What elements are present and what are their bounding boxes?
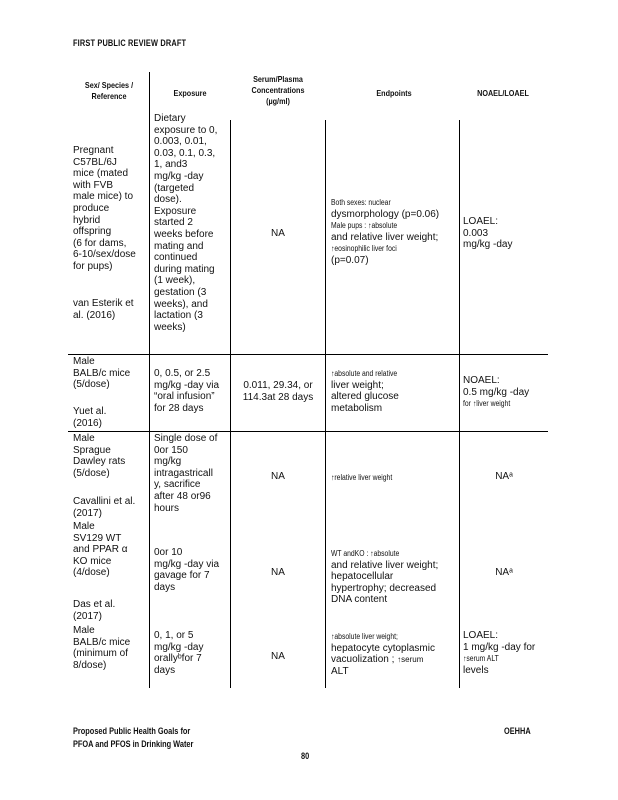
- row1-noael: LOAEL: 0.003 mg/kg -day: [463, 216, 513, 251]
- row3-reference: Cavallini et al. (2017): [73, 496, 136, 519]
- row1-species: Pregnant C57BL/6J mice (mated with FVB male mice) to produce hybrid offspring (6 for dams, 6-10/sex/dose for pups): [73, 145, 136, 272]
- row-rule-1: [68, 354, 548, 355]
- col-header-noael: NOAEL/LOAEL: [477, 88, 529, 98]
- row5-serum: NA: [271, 651, 285, 662]
- row1-endpoints: Both sexes: nuclear dysmorphology (p=0.06) Male pups : ↑absolute and relative liver weight; ↑eosinophilic liver foci (p=0.07): [331, 198, 440, 266]
- row1-exposure: Dietary exposure to 0, 0.003, 0.01, 0.03, 0.1, 0.3, 1, and3 mg/kg -day (targeted dose). Exposure started 2 weeks before mating and continued during mating (1 week), gestation (3 weeks), and lactation (3 weeks): [154, 113, 218, 333]
- footer-agency: OEHHA: [504, 726, 531, 736]
- col-header-endpoints: Endpoints: [376, 88, 412, 98]
- row2-species: Male BALB/c mice (5/dose): [73, 356, 131, 391]
- row4-exposure: 0or 10 mg/kg -day via gavage for 7 days: [154, 547, 220, 593]
- column-rule-2: [230, 120, 231, 688]
- row1-reference: van Esterik et al. (2016): [73, 298, 134, 321]
- column-rule-1: [149, 72, 150, 688]
- row3-serum: NA: [271, 471, 285, 482]
- row2-serum: 0.011, 29.34, or 114.3at 28 days: [242, 380, 314, 403]
- row5-species: Male BALB/c mice (minimum of 8/dose): [73, 625, 131, 671]
- row5-endpoints: ↑absolute liver weight; hepatocyte cytoplasmic vacuolization ; ↑serum ALT: [331, 632, 435, 677]
- footer-title: Proposed Public Health Goals for PFOA and PFOS in Drinking Water: [73, 726, 194, 749]
- row3-exposure: Single dose of 0or 150 mg/kg intragastricall y, sacrifice after 48 or96 hours: [154, 433, 218, 514]
- row4-reference: Das et al. (2017): [73, 599, 116, 622]
- row2-reference: Yuet al. (2016): [73, 406, 107, 429]
- row5-exposure: 0, 1, or 5 mg/kg -day orallyᵇfor 7 days: [154, 630, 204, 676]
- row5-noael: LOAEL: 1 mg/kg -day for ↑serum ALT levels: [463, 630, 536, 676]
- row4-noael: NAᵃ: [495, 567, 513, 578]
- column-rule-4: [459, 120, 460, 688]
- row2-endpoints: ↑absolute and relative liver weight; altered glucose metabolism: [331, 369, 399, 414]
- row2-noael: NOAEL: 0.5 mg/kg -day for ↑liver weight: [463, 375, 530, 409]
- row1-serum: NA: [271, 228, 285, 239]
- row4-serum: NA: [271, 567, 285, 578]
- row3-noael: NAᵃ: [495, 471, 513, 482]
- row2-exposure: 0, 0.5, or 2.5 mg/kg -day via “oral infusion” for 28 days: [154, 368, 220, 414]
- col-header-exposure: Exposure: [173, 88, 207, 98]
- page-number: 80: [301, 751, 310, 761]
- row3-species: Male Sprague Dawley rats (5/dose): [73, 433, 126, 479]
- row3-endpoints: ↑relative liver weight: [331, 473, 393, 482]
- row-rule-2: [68, 431, 548, 432]
- row4-endpoints: WT andKO : ↑absolute and relative liver weight; hepatocellular hypertrophy; decreased DNA content: [331, 549, 439, 606]
- col-header-serum: Serum/Plasma Concentrations (µg/ml): [251, 74, 305, 106]
- draft-header: FIRST PUBLIC REVIEW DRAFT: [73, 38, 187, 48]
- col-header-species: Sex/ Species / Reference: [84, 80, 134, 101]
- column-rule-3: [325, 120, 326, 688]
- row4-species: Male SV129 WT and PPAR α KO mice (4/dose): [73, 521, 128, 579]
